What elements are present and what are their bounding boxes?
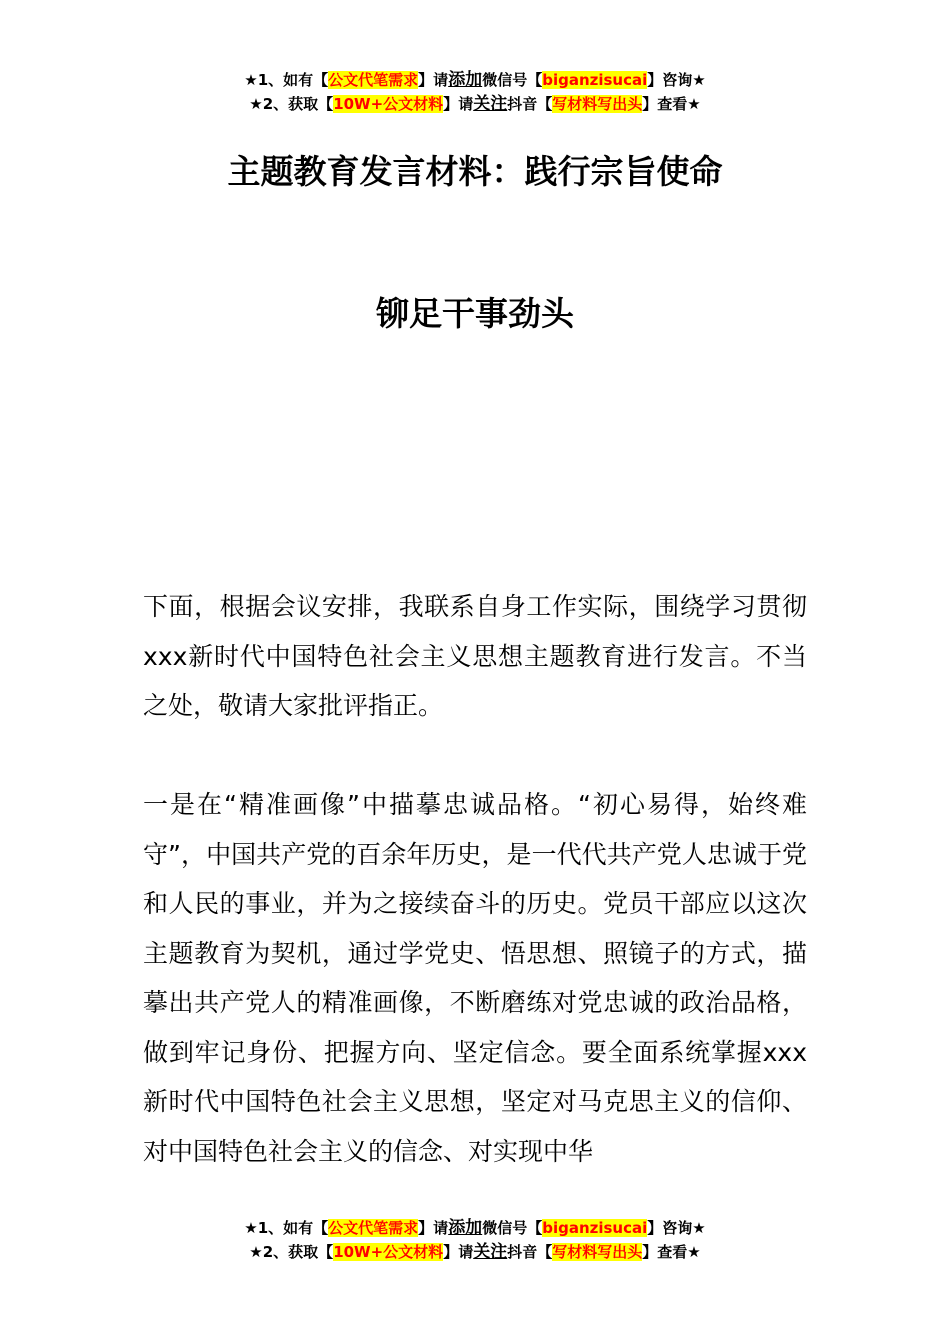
document-title-line-2: 铆足干事劲头 <box>376 294 574 333</box>
banner-text: 】请 <box>443 95 474 113</box>
banner-highlight: 公文代笔需求 <box>328 71 419 89</box>
banner-line-1 <box>0 68 950 92</box>
footer-banner <box>0 1216 950 1264</box>
header-banner <box>0 68 950 116</box>
banner-line-1 <box>0 1216 950 1240</box>
banner-text: 微信号【 <box>482 1219 543 1237</box>
banner-emphasis: 添加 <box>448 1218 483 1238</box>
banner-highlight: 写材料写出头 <box>552 95 643 113</box>
banner-line-2 <box>0 1240 950 1264</box>
banner-text: ★1、如有【 <box>244 1219 329 1237</box>
banner-highlight: biganzisucai <box>542 71 648 89</box>
body-paragraph-2: 一是在“精准画像”中描摹忠诚品格。“初心易得，始终难守”，中国共产党的百余年历史，是一代代共产党人忠诚于党和人民的事业，并为之接续奋斗的历史。党员干部应以这次主题教育为契机，通过学党史、悟思想、照镜子的方式，描摹出共产党人的精准画像，不断磨练对党忠诚的政治品格，做到牢记身份、把握方向、坚定信念。要全面系统掌握xxx新时代中国特色社会主义思想，坚定对马克思主义的信仰、对中国特色社会主义的信念、对实现中华 <box>143 790 807 1166</box>
banner-text: 】请 <box>418 1219 449 1237</box>
banner-highlight: 公文代笔需求 <box>328 1219 419 1237</box>
banner-text: 】请 <box>443 1243 474 1261</box>
banner-text: 】请 <box>418 71 449 89</box>
document-title-line-1: 主题教育发言材料：践行宗旨使命 <box>227 152 723 191</box>
banner-highlight: 10W+公文材料 <box>333 95 444 113</box>
banner-highlight: 写材料写出头 <box>552 1243 643 1261</box>
banner-line-2 <box>0 92 950 116</box>
banner-text: ★2、获取【 <box>249 95 334 113</box>
banner-highlight: biganzisucai <box>542 1219 648 1237</box>
banner-text: ★1、如有【 <box>244 71 329 89</box>
banner-emphasis: 关注 <box>473 1242 508 1262</box>
banner-text: 】咨询★ <box>647 71 706 89</box>
body-paragraph-1: 下面，根据会议安排，我联系自身工作实际，围绕学习贯彻xxx新时代中国特色社会主义思想主题教育进行发言。不当之处，敬请大家批评指正。 <box>143 592 807 720</box>
banner-text: ★2、获取【 <box>249 1243 334 1261</box>
banner-highlight: 10W+公文材料 <box>333 1243 444 1261</box>
banner-text: 】查看★ <box>642 95 701 113</box>
banner-text: 抖音【 <box>507 1243 553 1261</box>
banner-text: 】咨询★ <box>647 1219 706 1237</box>
banner-emphasis: 关注 <box>473 94 508 114</box>
banner-text: 微信号【 <box>482 71 543 89</box>
banner-emphasis: 添加 <box>448 70 483 90</box>
banner-text: 】查看★ <box>642 1243 701 1261</box>
banner-text: 抖音【 <box>507 95 553 113</box>
